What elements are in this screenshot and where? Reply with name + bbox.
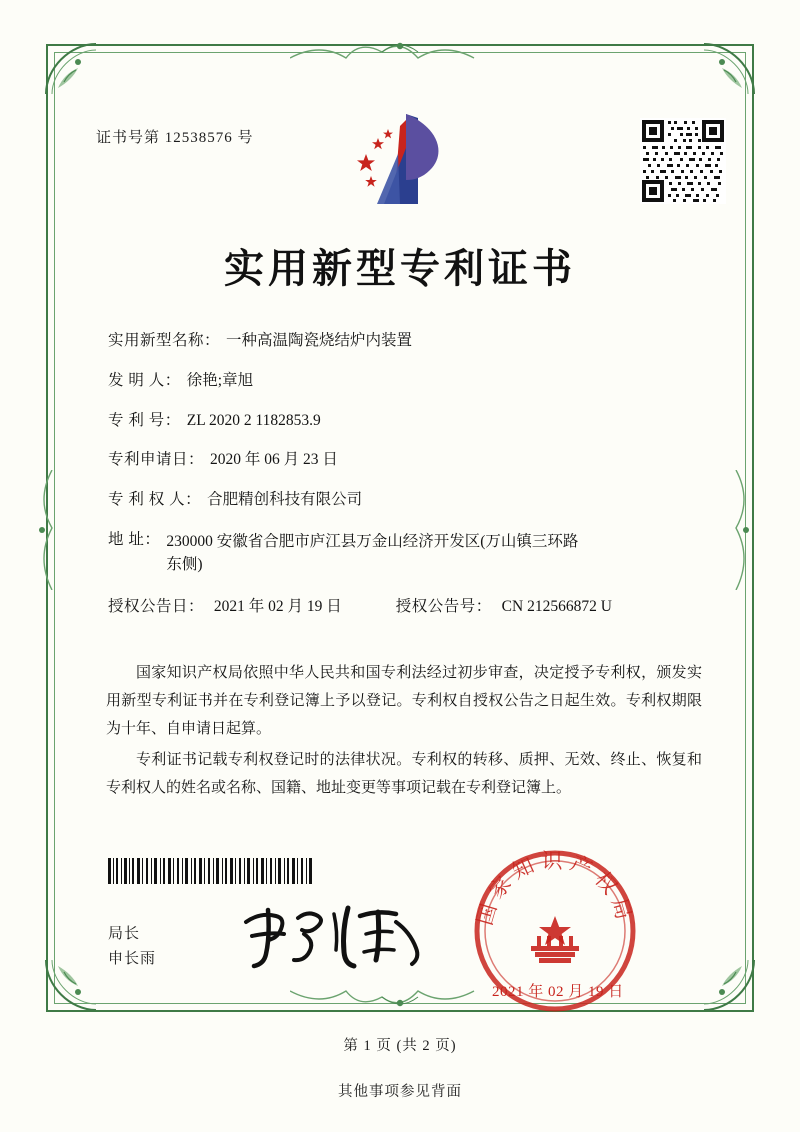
legal-text (106, 660, 702, 807)
field-value: ZL 2020 2 1182853.9 (186, 411, 321, 429)
field-label: 专 利 权 人： (108, 491, 202, 509)
page-number: 第 1 页 (共 2 页) (343, 1038, 457, 1054)
grant-date-group (108, 598, 342, 616)
field-label: 发 明 人： (108, 371, 181, 389)
qr-code-icon (640, 118, 726, 204)
seal-date: 2021 年 02 月 19 日 (492, 984, 624, 1000)
patent-office-logo-icon (344, 108, 464, 216)
page-title: 实用新型专利证书 (224, 246, 576, 291)
field-value: 徐艳;章旭 (186, 371, 254, 389)
field-value: 合肥精创科技有限公司 (207, 491, 363, 509)
field-patentee (108, 491, 708, 509)
grant-number-group (396, 598, 612, 616)
svg-text:国家知识产权局: 国家知识产权局 (472, 849, 638, 928)
field-value: 一种高温陶瓷烧结炉内装置 (226, 332, 413, 349)
field-list (108, 332, 708, 638)
field-value: 230000 安徽省合肥市庐江县万金山经济开发区(万山镇三环路东侧) (166, 533, 579, 573)
certificate-number: 证书号第 12538576 号 (96, 130, 254, 146)
field-address (108, 531, 708, 576)
barcode (108, 858, 314, 884)
field-application-date (108, 451, 708, 469)
signature-name: 申长雨 (108, 950, 157, 967)
field-value: 2021 年 02 月 19 日 (213, 598, 342, 615)
field-label: 地 址： (108, 531, 161, 549)
field-grant-announcement (108, 598, 708, 616)
field-label: 专 利 号： (108, 411, 181, 429)
signature-title: 局长 (108, 926, 141, 942)
field-label: 专利申请日： (108, 451, 205, 469)
field-patent-number (108, 412, 708, 430)
field-label: 授权公告日： (108, 598, 205, 615)
field-value: 2020 年 06 月 23 日 (210, 451, 338, 469)
field-label: 授权公告号： (395, 598, 492, 615)
paragraph-2: 专利证书记载专利权登记时的法律状况。专利权的转移、质押、无效、终止、恢复和专利权人的姓名或名称、国籍、地址变更等事项记载在专利登记簿上。 (106, 752, 702, 796)
field-value: CN 212566872 U (501, 598, 612, 615)
field-label: 实用新型名称： (108, 332, 221, 349)
field-utility-model-name (108, 332, 708, 350)
handwritten-signature-icon (238, 900, 428, 974)
paragraph-1: 国家知识产权局依照中华人民共和国专利法经过初步审查，决定授予专利权，颁发实用新型专利证书并在专利登记簿上予以登记。专利权自授权公告之日起生效。专利权期限为十年、自申请日起算。 (106, 665, 702, 737)
signature-block (108, 922, 156, 972)
footer-note: 其他事项参见背面 (338, 1084, 462, 1100)
field-inventor (108, 372, 708, 390)
